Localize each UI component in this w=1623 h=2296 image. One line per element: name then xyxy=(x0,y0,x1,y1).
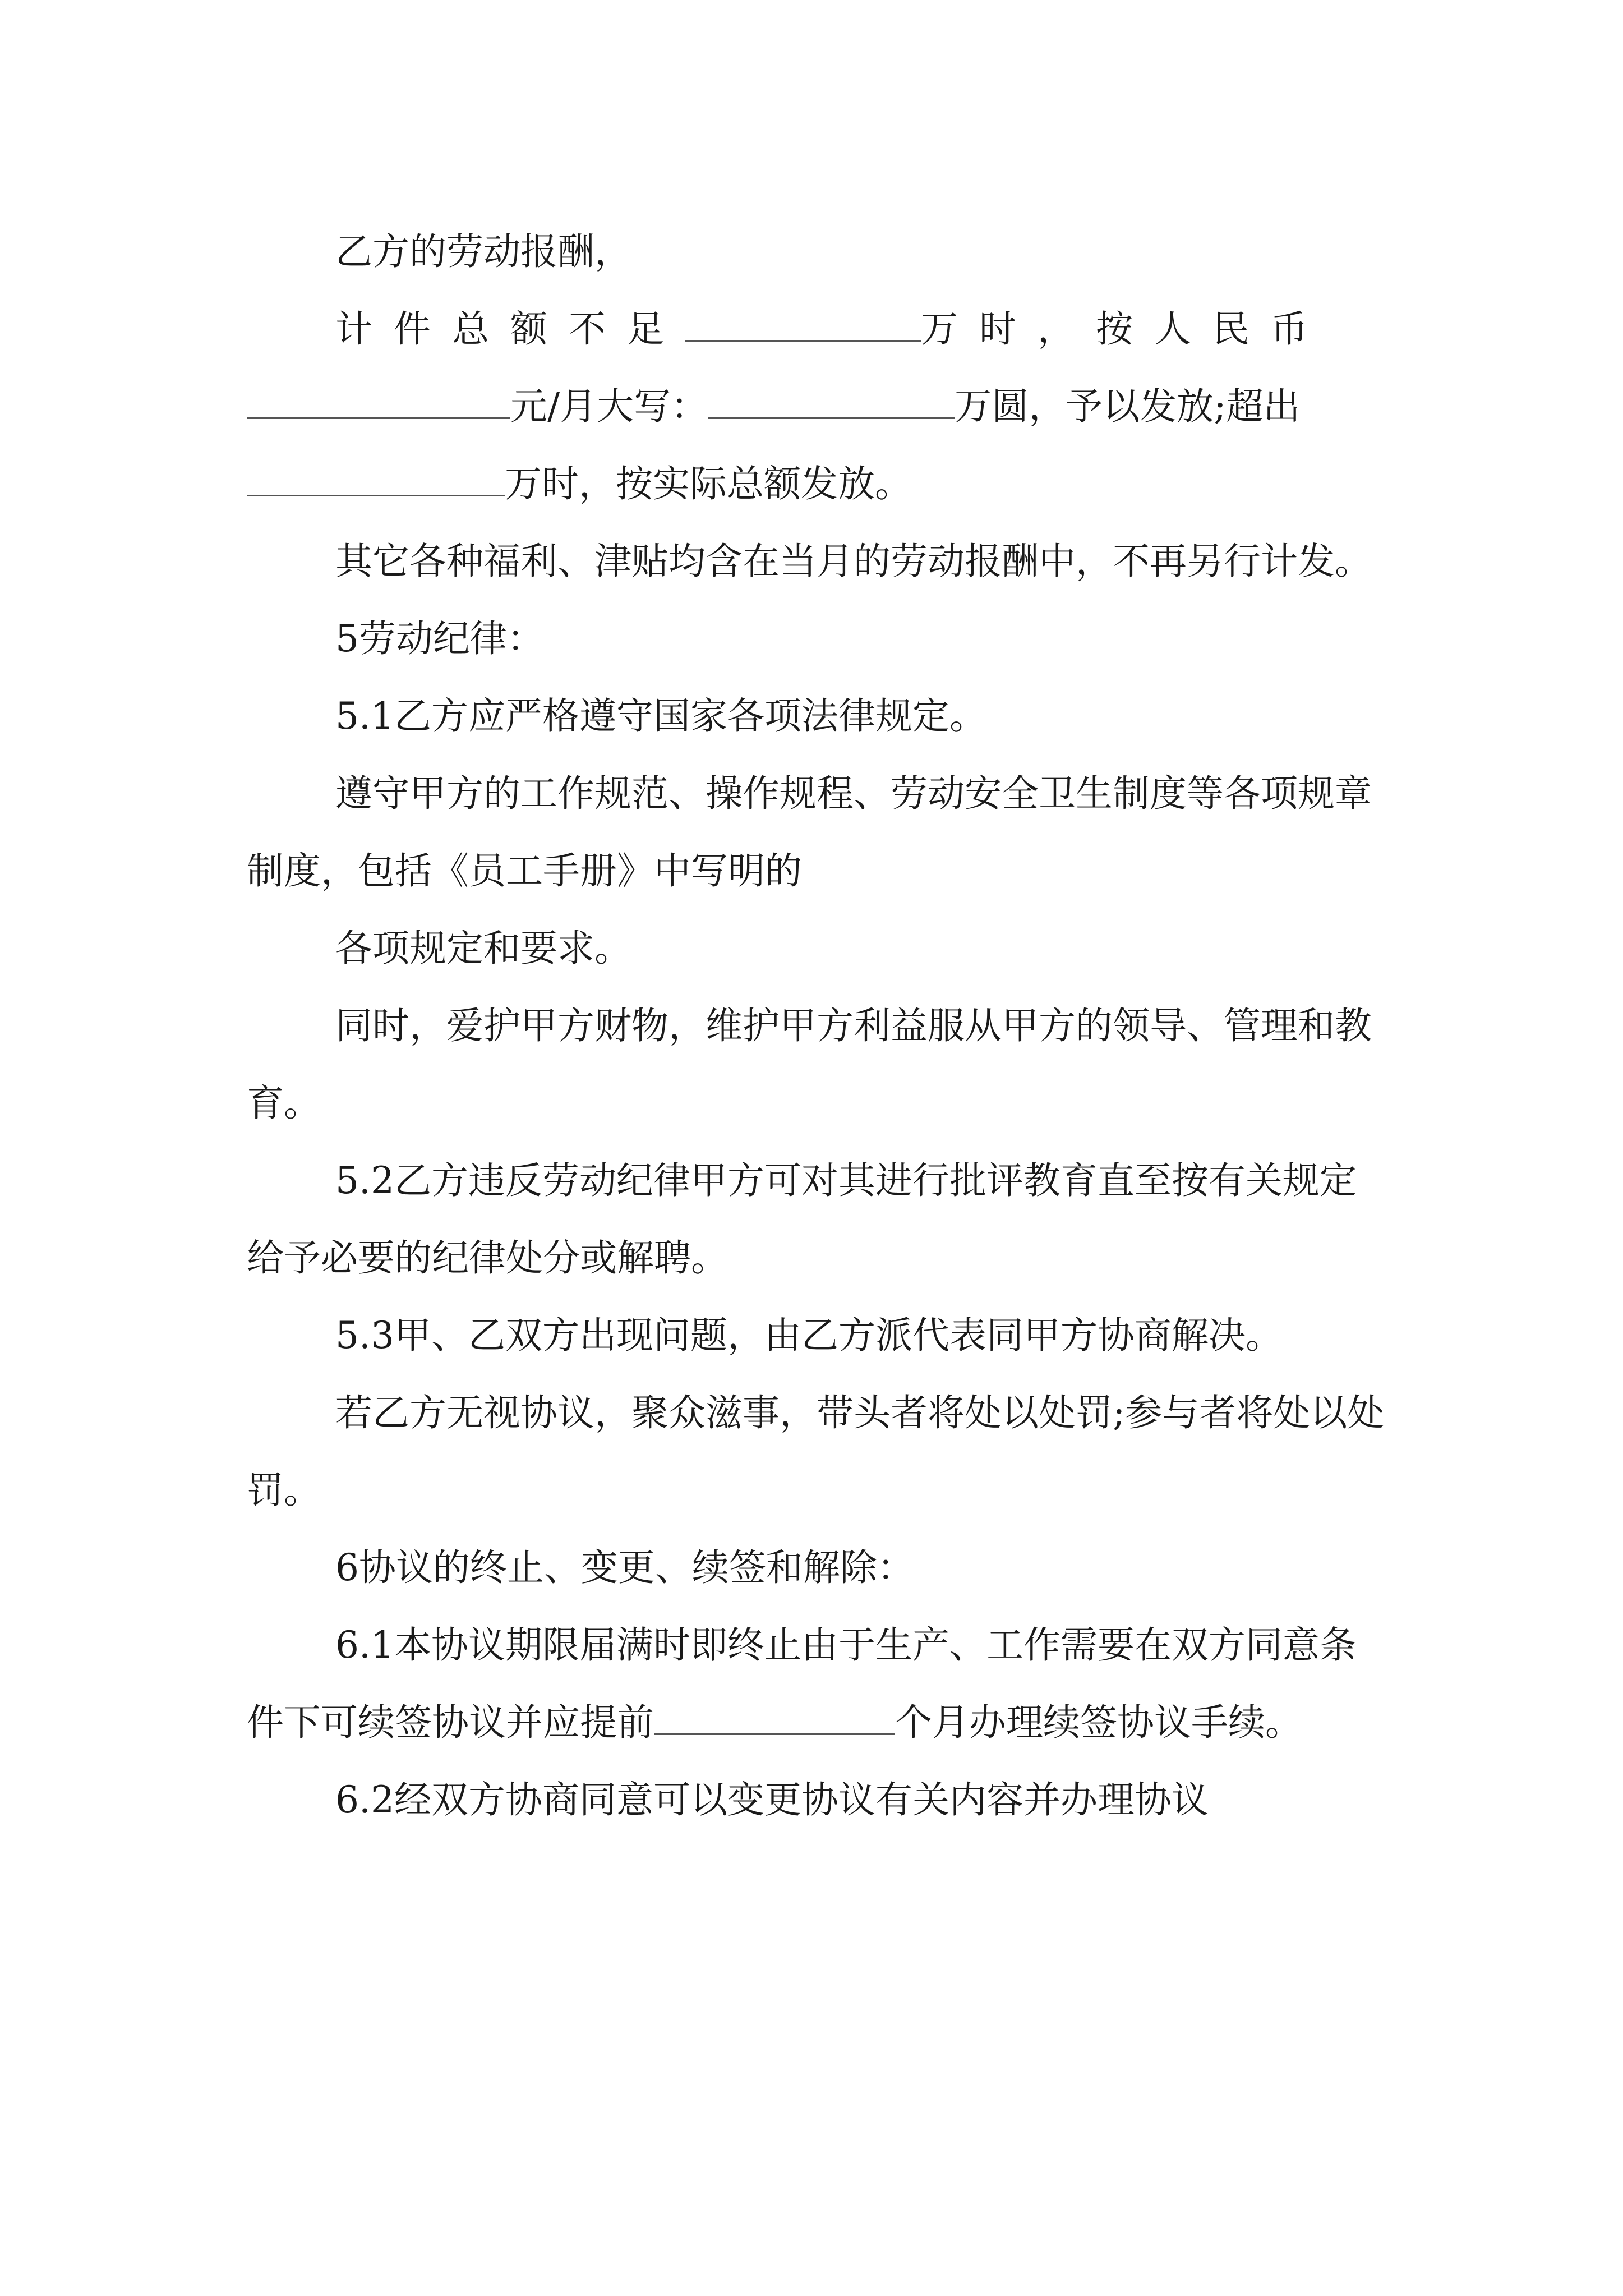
blank-line-months xyxy=(654,1699,895,1735)
paragraph-rules-requirements: 各项规定和要求。 xyxy=(335,927,631,970)
clause-6-1 xyxy=(247,1607,1391,1761)
piecework-text-1: 计件总额不足 xyxy=(335,307,685,351)
paragraph-protect-property: 同时，爱护甲方财物，维护甲方利益服从甲方的领导、管理和教育。 xyxy=(247,1004,1372,1125)
paragraph-piecework-total xyxy=(247,291,1391,523)
section-heading-termination: 6协议的终止、变更、续签和解除： xyxy=(335,1546,914,1589)
piecework-text-4: 万圆，予以发放;超出 xyxy=(955,385,1301,428)
paragraph-penalties: 若乙方无视协议，聚众滋事，带头者将处以处罚;参与者将处以处罚。 xyxy=(247,1391,1385,1512)
blank-line-threshold xyxy=(685,305,921,342)
paragraph-remuneration-heading: 乙方的劳动报酬， xyxy=(335,230,631,273)
document-body xyxy=(247,213,1391,1839)
clause-6-2: 6.2经双方协商同意可以变更协议有关内容并办理协议 xyxy=(335,1778,1209,1821)
clause-5-2: 5.2乙方违反劳动纪律甲方可对其进行批评教育直至按有关规定给予必要的纪律处分或解聘。 xyxy=(247,1159,1357,1280)
paragraph-work-rules: 遵守甲方的工作规范、操作规程、劳动安全卫生制度等各项规章制度，包括《员工手册》中写明的 xyxy=(247,772,1372,892)
clause-5-1: 5.1乙方应严格遵守国家各项法律规定。 xyxy=(335,694,986,738)
paragraph-benefits: 其它各种福利、津贴均含在当月的劳动报酬中，不再另行计发。 xyxy=(335,540,1372,583)
blank-line-uppercase-amount xyxy=(708,383,955,419)
clause-6-1-text-2: 个月办理续签协议手续。 xyxy=(895,1701,1302,1744)
piecework-text-2: 万时，按人民币 xyxy=(921,307,1329,351)
clause-5-3: 5.3甲、乙双方出现问题，由乙方派代表同甲方协商解决。 xyxy=(335,1314,1283,1357)
blank-line-exceed-threshold xyxy=(247,460,505,496)
piecework-text-5: 万时，按实际总额发放。 xyxy=(505,462,912,505)
section-heading-discipline: 5劳动纪律： xyxy=(335,617,544,660)
blank-line-rmb-amount xyxy=(247,383,510,419)
clause-6-1-text-1: 6.1本协议期限届满时即终止由于生产、工作需要在双方同意条件下可续签协议并应提前 xyxy=(247,1623,1357,1744)
piecework-text-3: 元/月大写： xyxy=(510,385,708,428)
